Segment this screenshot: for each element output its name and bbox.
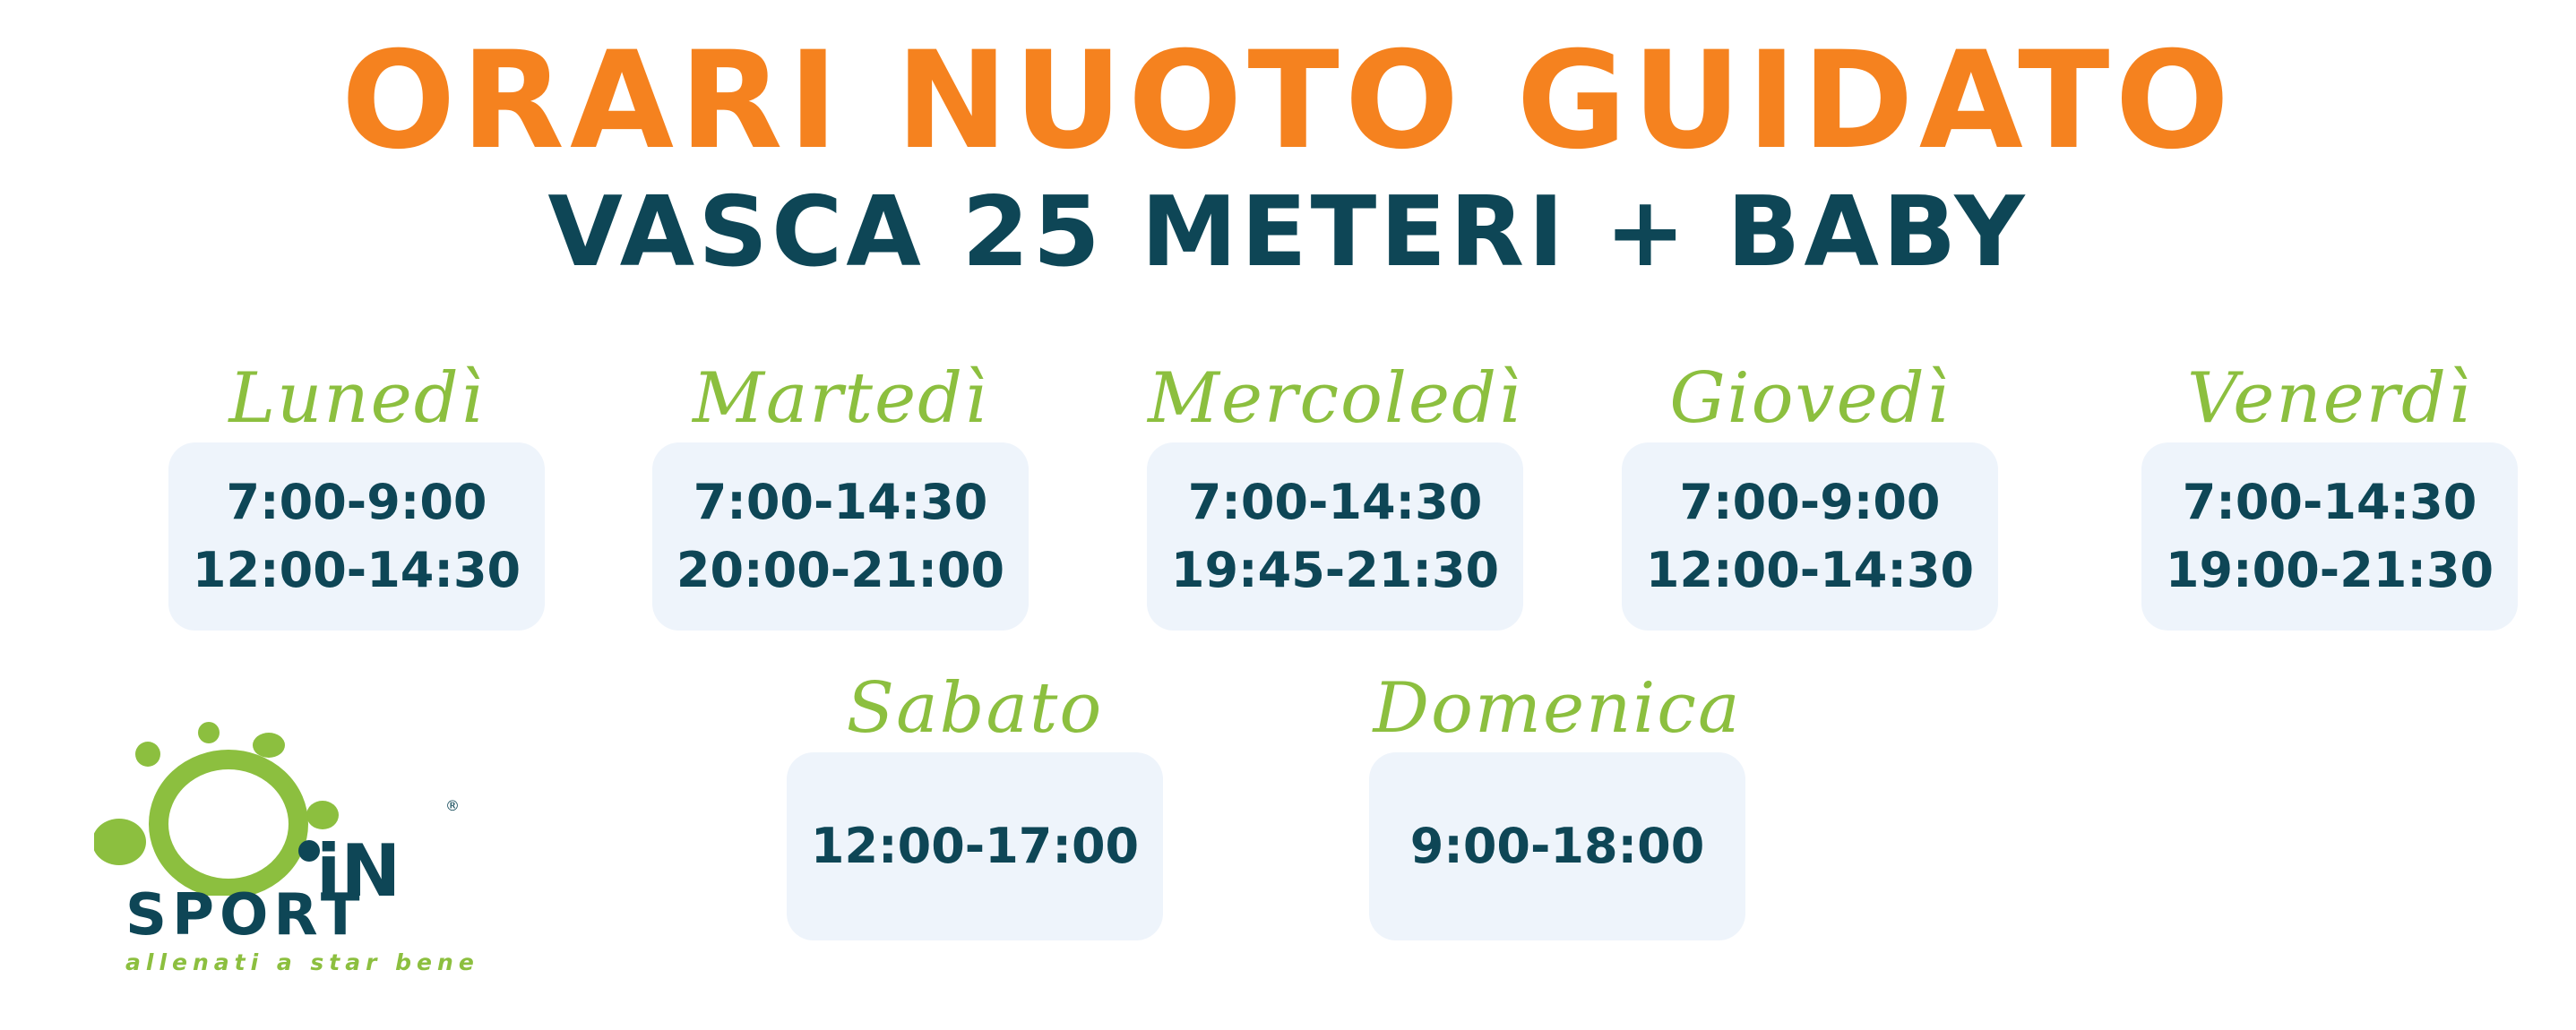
time-slot: 7:00-9:00: [226, 474, 487, 530]
time-card: [2141, 442, 2518, 631]
logo-mark-icon: [94, 717, 479, 896]
time-slot: 20:00-21:00: [676, 542, 1005, 598]
time-card: [1369, 752, 1745, 940]
time-card: [652, 442, 1029, 631]
time-slot: 7:00-9:00: [1679, 474, 1941, 530]
day-name: Mercoledì: [1148, 358, 1522, 439]
time-slot: 7:00-14:30: [2182, 474, 2477, 530]
time-card: [168, 442, 545, 631]
logo-in-text: iN: [316, 829, 401, 896]
insport-logo: [94, 717, 479, 985]
day-name: Lunedì: [228, 358, 485, 439]
day-name: Domenica: [1373, 668, 1742, 749]
time-card: [787, 752, 1163, 940]
page-title: ORARI NUOTO GUIDATO: [340, 23, 2236, 179]
registered-mark: ®: [445, 797, 460, 814]
day-lunedi: [168, 358, 545, 631]
time-card: [1622, 442, 1998, 631]
day-mercoledi: [1147, 358, 1523, 631]
day-name: Sabato: [846, 668, 1104, 749]
time-slot: 12:00-17:00: [810, 818, 1140, 874]
logo-sport-text: SPORT: [125, 882, 366, 948]
time-slot: 7:00-14:30: [1187, 474, 1483, 530]
day-domenica: [1369, 668, 1745, 940]
time-slot: 7:00-14:30: [693, 474, 988, 530]
time-slot: 12:00-14:30: [192, 542, 521, 598]
time-slot: 19:00-21:30: [2165, 542, 2494, 598]
day-name: Giovedì: [1669, 358, 1951, 439]
day-name: Martedì: [692, 358, 989, 439]
day-venerdi: [2141, 358, 2518, 631]
logo-tagline: allenati a star bene: [125, 949, 479, 975]
day-sabato: [787, 668, 1163, 940]
time-slot: 19:45-21:30: [1170, 542, 1500, 598]
day-martedi: [652, 358, 1029, 631]
day-giovedi: [1622, 358, 1998, 631]
day-name: Venerdì: [2187, 358, 2472, 439]
time-slot: 12:00-14:30: [1645, 542, 1975, 598]
time-card: [1147, 442, 1523, 631]
page-subtitle: VASCA 25 METERI + BABY: [547, 176, 2029, 288]
time-slot: 9:00-18:00: [1409, 818, 1705, 874]
